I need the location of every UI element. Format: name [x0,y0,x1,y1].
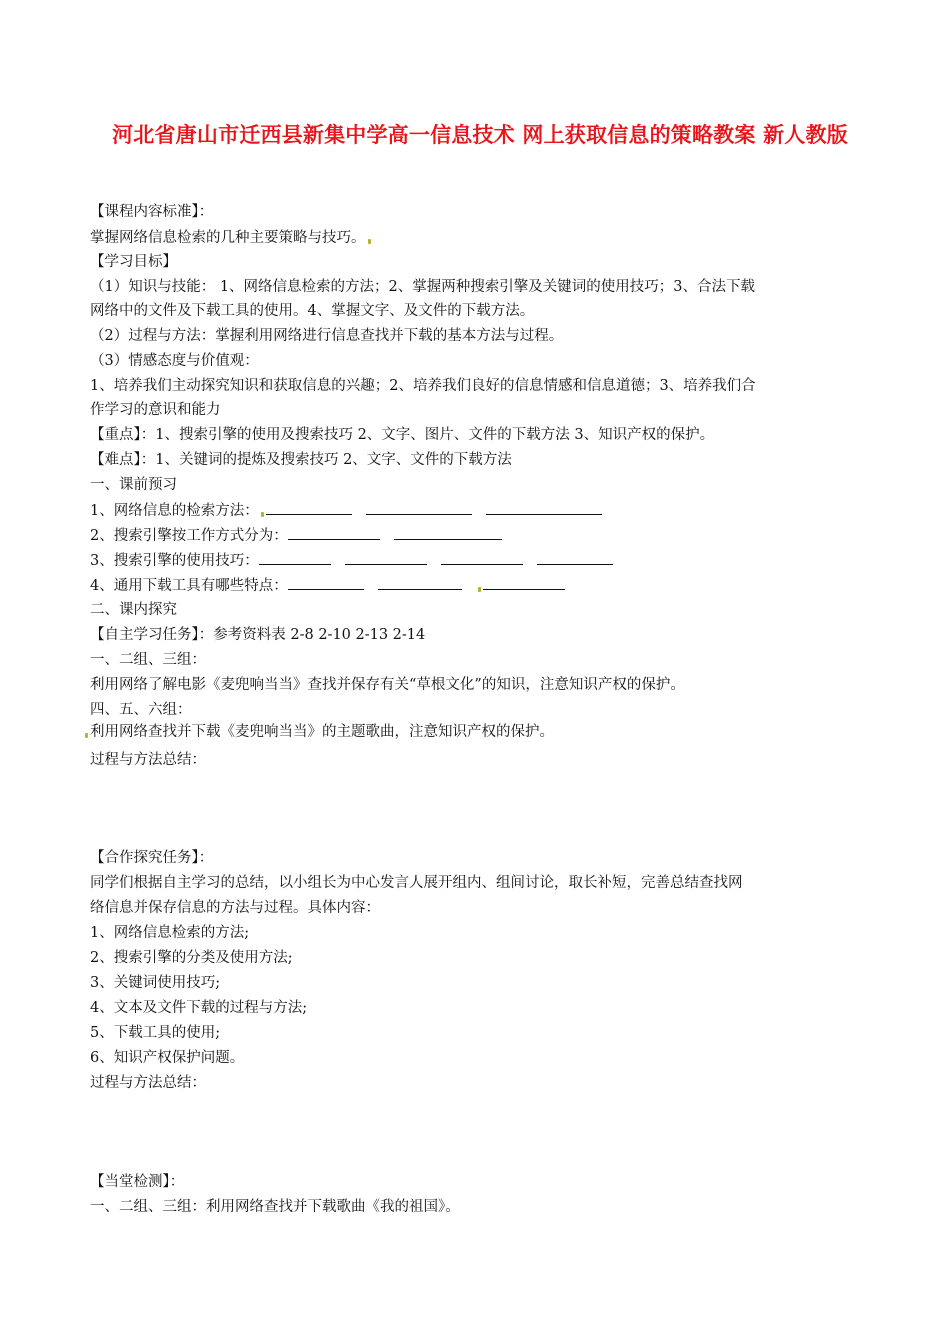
group-b-task [90,722,554,742]
scan-mark [85,733,88,738]
check-heading: 【当堂检测】： [90,1174,185,1190]
answer-blank[interactable] [378,575,462,590]
self-task: 【自主学习任务】：参考资料表 2-8 2-10 2-13 2-14 [90,627,426,643]
answer-blank[interactable] [266,500,352,515]
standard-text [90,228,373,248]
explore-heading: 二、课内探究 [90,602,177,618]
preview-q3 [90,550,627,571]
coop-item-5: 5、下载工具的使用; [90,1025,221,1041]
coop-item-4: 4、文本及文件下载的过程与方法; [90,1000,308,1016]
standard-text-content: 掌握网络信息检索的几种主要策略与技巧。 [90,230,366,246]
answer-blank[interactable] [259,550,331,565]
answer-blank[interactable] [394,525,502,540]
answer-blank[interactable] [288,575,364,590]
goal1-line1: （1）知识与技能： 1、网络信息检索的方法；2、掌握两种搜索引擎及关键词的使用技巧；3、合法下载 [90,279,756,295]
preview-q3-label: 3、搜索引擎的使用技巧： [90,553,259,569]
preview-q2 [90,525,516,546]
summary2: 过程与方法总结： [90,1075,206,1091]
preview-q4 [90,575,579,596]
difficulties: 【难点】：1、关键词的提炼及搜索技巧 2、文字、文件的下载方法 [90,452,512,468]
goal2: （2）过程与方法：掌握利用网络进行信息查找并下载的基本方法与过程。 [90,328,564,344]
answer-blank[interactable] [288,525,380,540]
coop-item-3: 3、关键词使用技巧; [90,975,221,991]
coop-heading: 【合作探究任务】： [90,850,214,866]
document-title: 河北省唐山市迁西县新集中学高一信息技术 网上获取信息的策略教案 新人教版 [112,122,848,147]
goal1-line2: 网络中的文件及下载工具的使用。4、掌握文字、及文件的下载方法。 [90,303,535,319]
preview-q1-label: 1、网络信息的检索方法： [90,503,259,519]
scan-mark [261,512,264,517]
goal3: （3）情感态度与价值观： [90,353,259,369]
coop-line2: 络信息并保存信息的方法与过程。具体内容： [90,900,380,916]
answer-blank[interactable] [483,575,565,590]
scan-mark [368,239,371,244]
standard-heading: 【课程内容标准】： [90,204,214,220]
group-b-task-text: 利用网络查找并下载《麦兜响当当》的主题歌曲，注意知识产权的保护。 [90,724,554,740]
coop-item-6: 6、知识产权保护问题。 [90,1050,245,1066]
answer-blank[interactable] [537,550,613,565]
preview-heading: 一、课前预习 [90,477,177,493]
check-task: 一、二组、三组：利用网络查找并下载歌曲《我的祖国》。 [90,1199,460,1215]
goals-heading: 【学习目标】 [90,254,177,270]
group-a-task: 利用网络了解电影《麦兜响当当》查找并保存有关“草根文化”的知识，注意知识产权的保护。 [90,677,685,693]
group-b: 四、五、六组： [90,702,192,718]
scan-mark [478,587,481,592]
coop-line1: 同学们根据自主学习的总结，以小组长为中心发言人展开组内、组间讨论，取长补短，完善总结查找网 [90,875,743,891]
answer-blank[interactable] [366,500,472,515]
answer-blank[interactable] [345,550,427,565]
answer-blank[interactable] [441,550,523,565]
preview-q4-label: 4、通用下载工具有哪些特点： [90,578,288,594]
answer-blank[interactable] [486,500,602,515]
goal3-line2: 作学习的意识和能力 [90,402,221,418]
coop-item-1: 1、网络信息检索的方法; [90,925,250,941]
preview-q1 [90,500,616,521]
preview-q2-label: 2、搜索引擎按工作方式分为： [90,528,288,544]
goal3-line1: 1、培养我们主动探究知识和获取信息的兴趣；2、培养我们良好的信息情感和信息道德；3、培养我们合 [90,378,756,394]
coop-item-2: 2、搜索引擎的分类及使用方法; [90,950,293,966]
summary1: 过程与方法总结： [90,752,206,768]
group-a: 一、二组、三组： [90,652,206,668]
key-points: 【重点】：1、搜索引擎的使用及搜索技巧 2、文字、图片、文件的下载方法 3、知识产权的保护。 [90,427,715,443]
